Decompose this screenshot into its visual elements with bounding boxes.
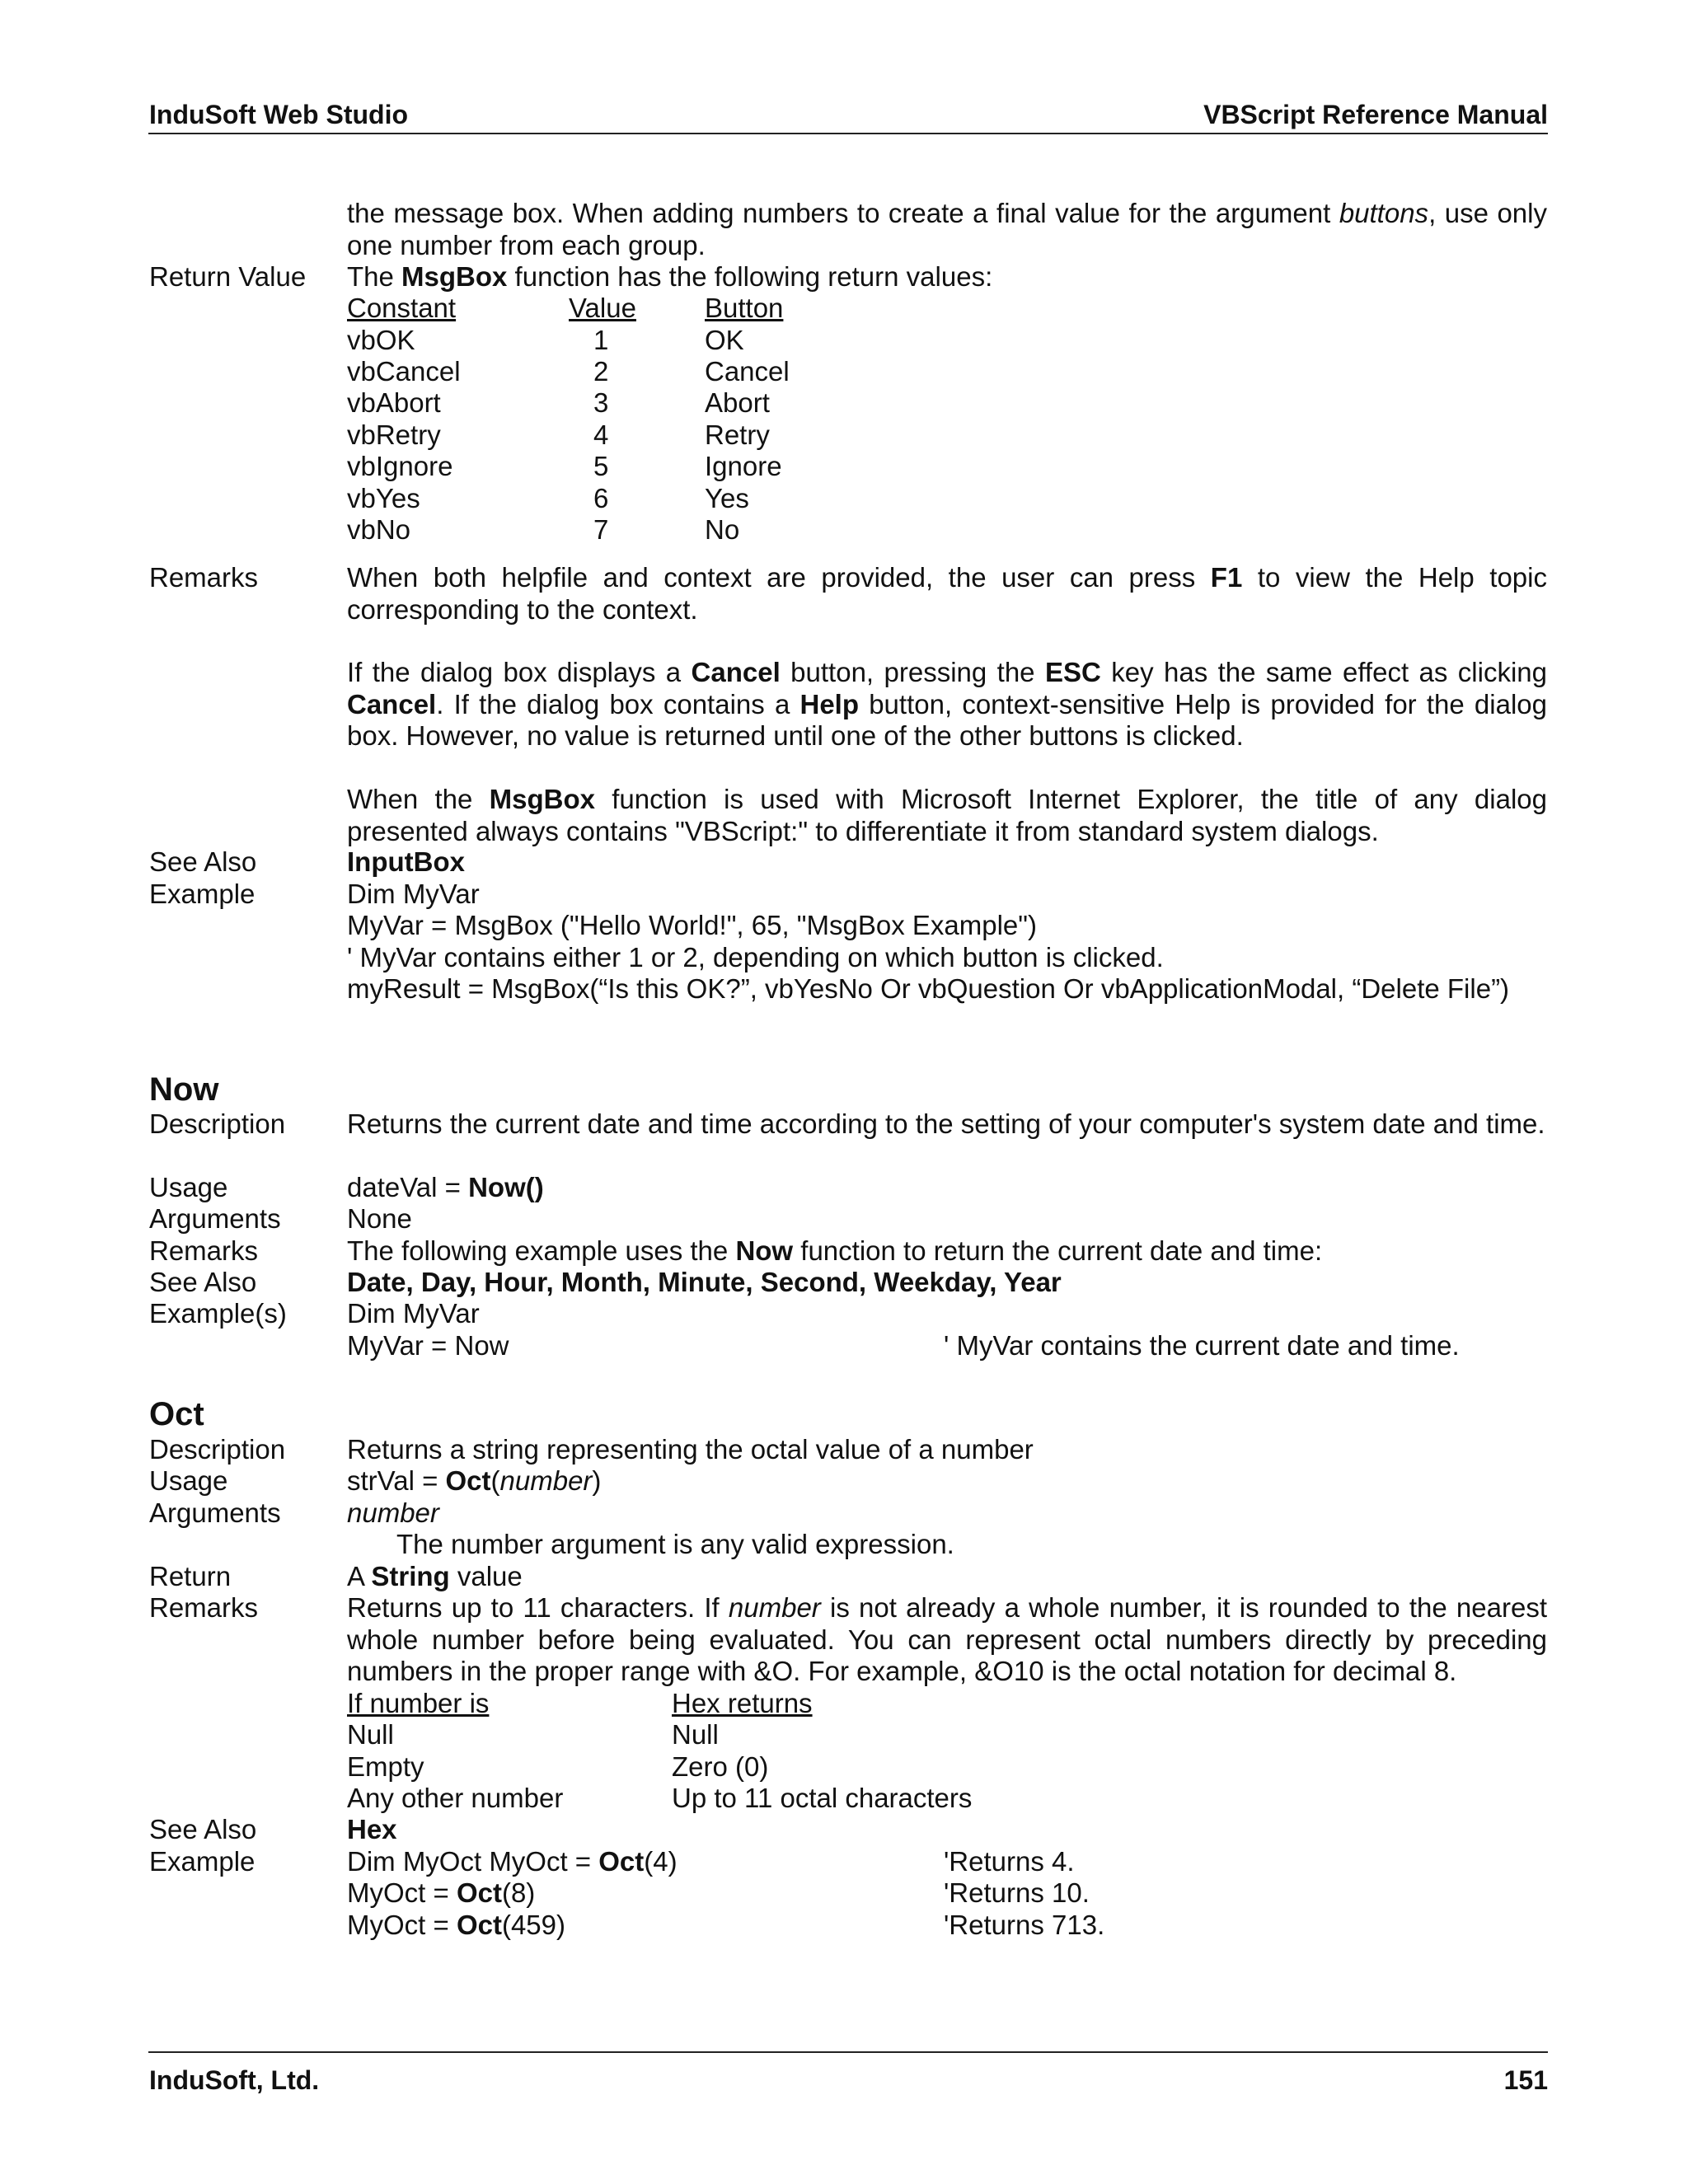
oct-see-also-link[interactable]: [347, 1814, 397, 1846]
oct-return-text: value: [449, 1561, 523, 1591]
oct-remarks: [347, 1592, 1547, 1688]
oct-usage-arg: number: [499, 1465, 593, 1496]
now-remarks-bold: Now: [735, 1235, 794, 1266]
oct-label-remarks: Remarks: [149, 1592, 259, 1623]
now-arguments: None: [347, 1203, 412, 1234]
remarks-text: function is used with Microsoft Internet Explorer, the title of any dialog presented always contains "VBScript:" to differentiate it from standard system dialogs.: [347, 784, 1547, 846]
oct-argument-name-text: number: [347, 1497, 439, 1528]
code-text: MyOct =: [347, 1877, 457, 1908]
code-function: Oct: [456, 1877, 502, 1908]
code-line: MyVar = Now: [347, 1330, 509, 1361]
table-row-button: Abort: [705, 387, 770, 418]
oct-return-type: String: [371, 1561, 450, 1591]
table-row-button: Ignore: [705, 451, 782, 481]
return-value-bold: MsgBox: [401, 261, 508, 292]
code-text: (8): [501, 1877, 536, 1908]
oct-table-row-output: Null: [672, 1719, 719, 1750]
oct-usage-paren: ): [592, 1465, 602, 1496]
oct-return-text: A: [347, 1561, 372, 1591]
now-label-remarks: Remarks: [149, 1235, 259, 1266]
remarks-bold: ESC: [1044, 657, 1101, 687]
remarks-paragraph-3: [347, 784, 1547, 847]
table-row-button: Cancel: [705, 356, 790, 387]
oct-label-example: Example: [149, 1846, 256, 1877]
code-line: [347, 1910, 565, 1942]
oct-remarks-text: is not already a whole number, it is rounded to the nearest whole number before being evaluated. You can represent octal numbers directly by preceding numbers in the proper range with &O. For example, &O10 is the octal notation for decimal 8.: [347, 1592, 1548, 1686]
code-text: Dim MyOct MyOct =: [347, 1846, 599, 1877]
code-line: MyVar = MsgBox ("Hello World!", 65, "MsgBox Example"): [347, 910, 1037, 940]
now-usage-function: Now(): [468, 1172, 544, 1202]
msgbox-intro-em: buttons: [1339, 198, 1429, 228]
remarks-key: F1: [1210, 562, 1243, 593]
code-comment: 'Returns 713.: [944, 1910, 1105, 1940]
now-usage: [347, 1172, 544, 1204]
code-comment: 'Returns 4.: [944, 1846, 1075, 1877]
header-rule: [148, 133, 1548, 134]
page-number: 151: [1503, 2065, 1548, 2095]
table-header-value: Value: [569, 293, 636, 323]
oct-table-row-output: Zero (0): [672, 1751, 769, 1782]
oct-table-row-input: Any other number: [347, 1783, 564, 1813]
footer-company: InduSoft, Ltd.: [149, 2065, 320, 2095]
table-row-value: 2: [593, 356, 609, 387]
remarks-bold: Cancel: [691, 657, 781, 687]
oct-remarks-em: number: [728, 1592, 821, 1623]
code-line: [347, 1846, 678, 1878]
now-remarks: [347, 1235, 1322, 1268]
oct-table-row-input: Null: [347, 1719, 394, 1750]
remarks-text: to view the Help topic corresponding to the context.: [347, 562, 1547, 625]
code-comment: ' MyVar contains the current date and time.: [944, 1330, 1460, 1361]
remarks-label: Remarks: [149, 562, 259, 593]
oct-table-header-output: Hex returns: [672, 1688, 813, 1718]
now-label-examples: Example(s): [149, 1298, 287, 1329]
code-line: Dim MyVar: [347, 1298, 480, 1329]
table-row-button: Retry: [705, 419, 770, 450]
return-value-post: function has the following return values:: [507, 261, 993, 292]
table-row-value: 7: [593, 514, 609, 545]
msgbox-intro-text: the message box. When adding numbers to create a final value for the argument: [347, 198, 1339, 228]
now-usage-text: dateVal =: [347, 1172, 469, 1202]
oct-description: Returns a string representing the octal value of a number: [347, 1434, 1034, 1465]
return-value-pre: The: [347, 261, 402, 292]
code-line: myResult = MsgBox(“Is this OK?”, vbYesNo Or vbQuestion Or vbApplicationModal, “Delete File”): [347, 973, 1510, 1004]
now-label-description: Description: [149, 1108, 286, 1139]
msgbox-intro-text-2: , use only one number from each group.: [347, 198, 1547, 260]
oct-usage-text: strVal =: [347, 1465, 446, 1496]
header-title-right: VBScript Reference Manual: [1203, 100, 1548, 129]
oct-argument-description: The number argument is any valid expression.: [396, 1529, 954, 1559]
footer-rule: [148, 2051, 1548, 2053]
table-row-constant: vbOK: [347, 325, 415, 355]
remarks-text: key has the same effect as clicking: [1100, 657, 1547, 687]
code-line: ' MyVar contains either 1 or 2, depending on which button is clicked.: [347, 942, 1164, 972]
remarks-text: If the dialog box displays a: [347, 657, 692, 687]
code-line: Dim MyVar: [347, 879, 480, 909]
table-row-constant: vbYes: [347, 483, 420, 513]
oct-table-header-input: If number is: [347, 1688, 490, 1718]
oct-argument-name: [347, 1497, 439, 1530]
oct-usage-function: Oct: [445, 1465, 491, 1496]
oct-table-row-output: Up to 11 octal characters: [672, 1783, 973, 1813]
oct-label-description: Description: [149, 1434, 286, 1465]
now-remarks-text: function to return the current date and time:: [793, 1235, 1323, 1266]
msgbox-intro: [347, 198, 1547, 261]
code-function: Oct: [456, 1910, 502, 1940]
now-description: Returns the current date and time according to the setting of your computer's system date and time.: [347, 1108, 1545, 1139]
remarks-bold: Cancel: [347, 688, 437, 719]
remarks-text: . If the dialog box contains a: [436, 688, 800, 719]
oct-label-usage: Usage: [149, 1465, 228, 1496]
table-header-button: Button: [705, 293, 784, 323]
example-label: Example: [149, 879, 256, 909]
oct-see-also-text: Hex: [347, 1814, 397, 1844]
oct-label-return: Return: [149, 1561, 232, 1591]
oct-label-see-also: See Also: [149, 1814, 257, 1844]
remarks-bold: MsgBox: [489, 784, 595, 814]
table-row-button: OK: [705, 325, 744, 355]
header-title-left: InduSoft Web Studio: [149, 100, 409, 129]
table-row-button: No: [705, 514, 740, 545]
remarks-paragraph-2: [347, 657, 1547, 752]
code-comment: 'Returns 10.: [944, 1877, 1090, 1908]
table-row-value: 3: [593, 387, 609, 418]
now-see-also-links[interactable]: [347, 1267, 1062, 1299]
see-also-link[interactable]: [347, 846, 465, 879]
remarks-text: button, context-sensitive Help is provided for the dialog box. However, no value is returned until one of the other buttons is clicked.: [347, 688, 1547, 751]
now-remarks-text: The following example uses the: [347, 1235, 736, 1266]
code-text: (4): [644, 1846, 678, 1877]
oct-table-row-input: Empty: [347, 1751, 424, 1782]
remarks-text: When the: [347, 784, 490, 814]
table-row-constant: vbIgnore: [347, 451, 453, 481]
code-text: MyOct =: [347, 1910, 457, 1940]
return-value-text: [347, 261, 992, 293]
table-row-constant: vbRetry: [347, 419, 441, 450]
table-row-value: 5: [593, 451, 609, 481]
code-text: (459): [501, 1910, 565, 1940]
table-header-constant: Constant: [347, 293, 457, 323]
now-see-also-text: Date, Day, Hour, Month, Minute, Second, Weekday, Year: [347, 1267, 1062, 1297]
now-label-usage: Usage: [149, 1172, 228, 1202]
remarks-text: button, pressing the: [780, 657, 1045, 687]
section-title-now: Now: [149, 1071, 219, 1108]
now-label-arguments: Arguments: [149, 1203, 281, 1234]
remarks-bold: Help: [799, 688, 860, 719]
now-label-see-also: See Also: [149, 1267, 257, 1297]
code-function: Oct: [598, 1846, 645, 1877]
table-row-constant: vbCancel: [347, 356, 461, 387]
remarks-paragraph-1: [347, 562, 1547, 626]
code-line: [347, 1877, 535, 1910]
table-row-button: Yes: [705, 483, 749, 513]
see-also-text: InputBox: [347, 846, 465, 877]
oct-label-arguments: Arguments: [149, 1497, 281, 1528]
return-value-label: Return Value: [149, 261, 307, 292]
table-row-value: 4: [593, 419, 609, 450]
oct-usage: [347, 1465, 601, 1497]
remarks-text: When both helpfile and context are provided, the user can press: [347, 562, 1211, 593]
oct-remarks-text: Returns up to 11 characters. If: [347, 1592, 729, 1623]
oct-return: [347, 1561, 523, 1593]
table-row-constant: vbNo: [347, 514, 411, 545]
table-row-value: 6: [593, 483, 609, 513]
table-row-constant: vbAbort: [347, 387, 441, 418]
section-title-oct: Oct: [149, 1396, 204, 1432]
oct-usage-paren: (: [490, 1465, 500, 1496]
see-also-label: See Also: [149, 846, 257, 877]
table-row-value: 1: [593, 325, 609, 355]
